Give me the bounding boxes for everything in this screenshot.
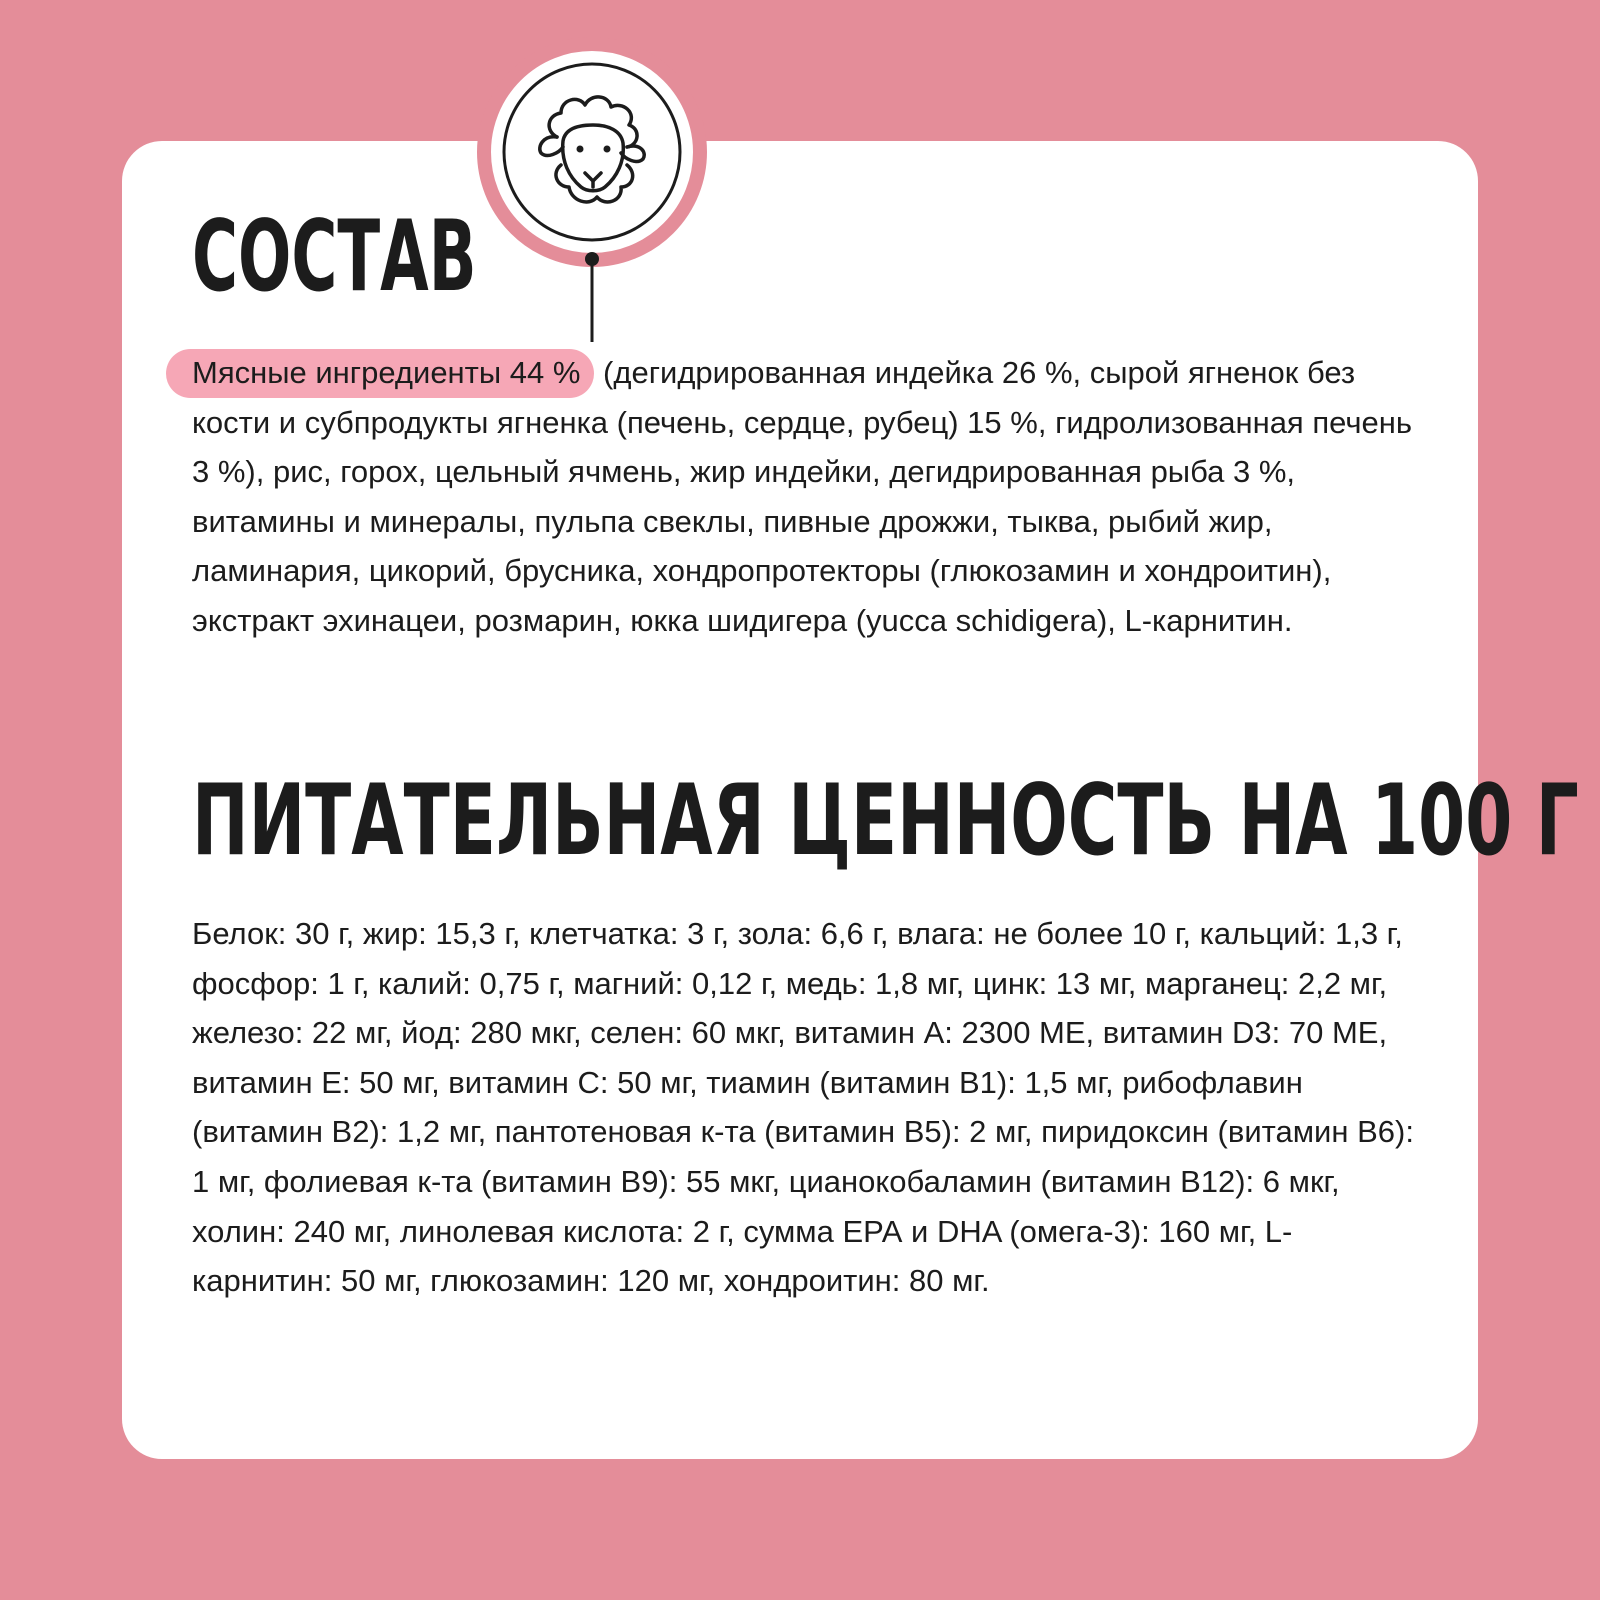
nutrition-heading: ПИТАТЕЛЬНАЯ ЦЕННОСТЬ НА 100 Г [192,764,1579,878]
meat-ingredients-highlight: Мясные ингредиенты 44 % [166,349,594,398]
composition-heading: СОСТАВ [192,200,477,314]
nutrition-text: Белок: 30 г, жир: 15,3 г, клетчатка: 3 г, зола: 6,6 г, влага: не более 10 г, кальций: 1,3 г, фосфор: 1 г, калий: 0,75 г, магний: 0,12 г, медь: 1,8 мг, цинк: 13 мг, марганец: 2,2 мг, железо: 22 мг, йод: 280 мкг, селен: 60 мкг, витамин А: 2300 МЕ, витамин D3: 70 МЕ, витамин Е: 50 мг, витамин С: 50 мг, тиамин (витамин В1): 1,5 мг, рибофлавин (витамин В2): 1,2 мг, пантотеновая к-та (витамин В5): 2 мг, пиридоксин (витамин В6): 1 мг, фолиевая к-та (витамин В9): 55 мкг, цианокобаламин (витамин В12): 6 мкг, холин: 240 мг, линолевая кислота: 2 г, сумма ЕРА и DHA (омега-3): 160 мг, L-карнитин: 50 мг, глюкозамин: 120 мг, хондроитин: 80 мг. [192,916,1414,1299]
composition-details: (дегидрированная индейка 26 %, сырой ягненок без кости и субпродукты ягненка (печень, сердце, рубец) 15 %, гидролизованная печень 3 %), рис, горох, цельный ячмень, жир индейки, дегидрированная рыба 3 %, витамины и минералы, пульпа свеклы, пивные дрожжи, тыква, рыбий жир, ламинария, цикорий, брусника, хондропротекторы (глюкозамин и хондроитин), экстракт эхинацеи, розмарин, юкка шидигера (yucca schidigera), L-карнитин. [192,355,1412,638]
composition-text [192,348,1432,646]
sheep-badge [477,37,707,267]
sheep-icon [477,37,707,347]
